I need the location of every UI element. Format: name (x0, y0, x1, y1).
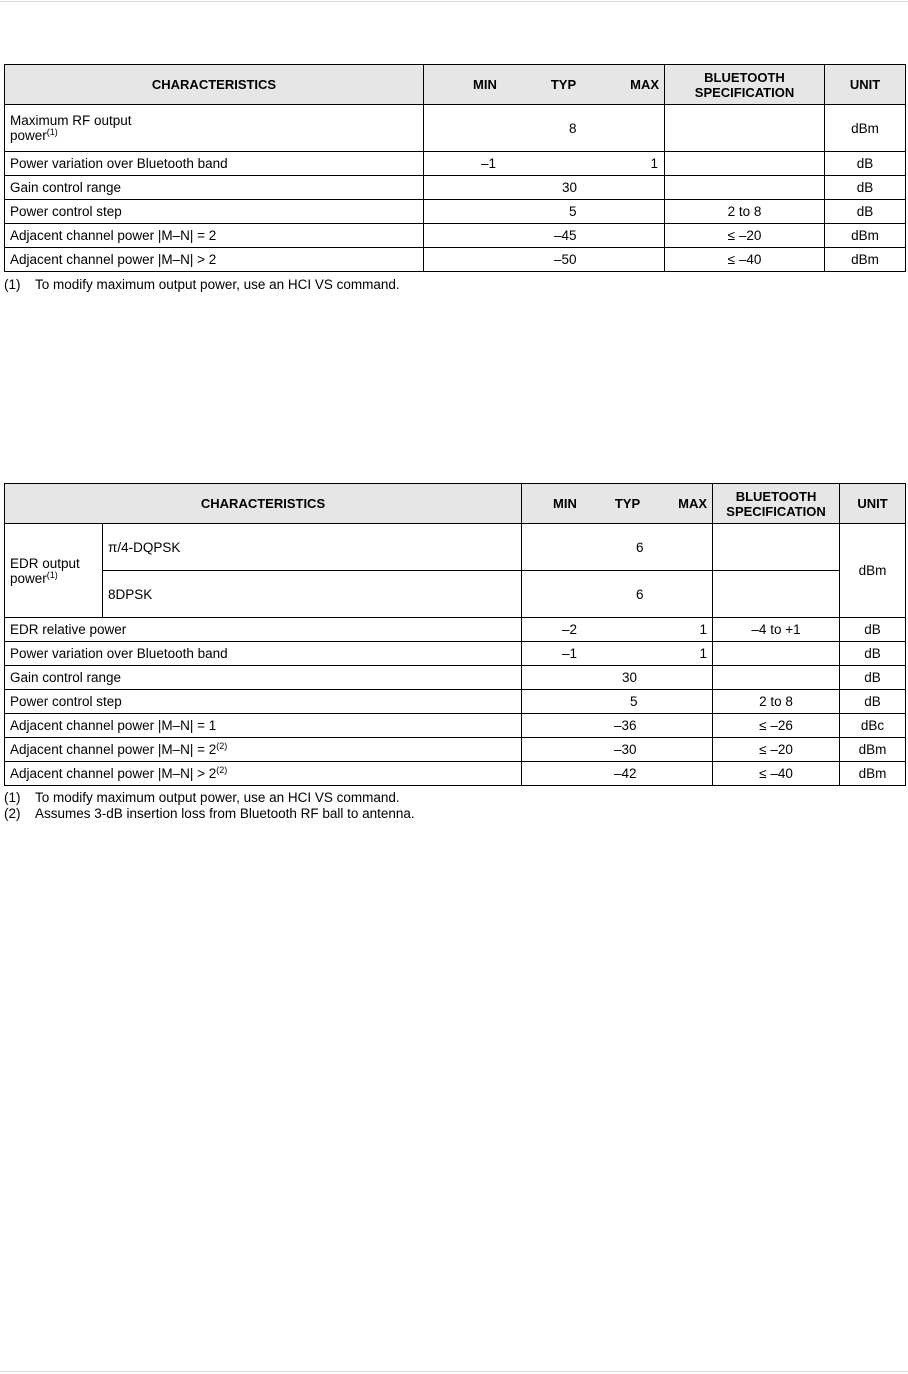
cell-values (424, 248, 665, 272)
cell-max: 1 (650, 156, 658, 171)
cell-unit: dBm (825, 224, 906, 248)
cell-characteristic: Adjacent channel power $|M-N| = 2^{(2)}$ (5, 738, 522, 762)
footnote-number: (1) (4, 790, 21, 805)
header-min: MIN (553, 496, 577, 511)
cell-spec: ≤ –40 (665, 248, 825, 272)
cell-max: 1 (699, 622, 708, 637)
cell-values (424, 105, 665, 152)
cell-values (522, 666, 713, 690)
cell-unit: dB (840, 666, 906, 690)
cell-values (522, 714, 713, 738)
table-row (5, 762, 906, 786)
cell-unit: dB (825, 152, 906, 176)
cell-unit: dB (825, 176, 906, 200)
cell-values (522, 524, 713, 571)
header-bt-spec-line1: BLUETOOTH (735, 488, 817, 504)
header-typ: TYP (550, 77, 577, 92)
cell-unit: dB (840, 618, 906, 642)
table-row (5, 618, 906, 642)
cell-max: 1 (699, 646, 708, 661)
table-row (5, 666, 906, 690)
cell-typ: 5 (569, 204, 577, 219)
cell-values (522, 618, 713, 642)
footnote-text: To modify maximum output power, use an HCI VS command. (35, 277, 400, 292)
cell-values (522, 738, 713, 762)
cell-spec (713, 524, 840, 571)
table-row (5, 524, 906, 571)
footnote-ref: (1) (46, 569, 58, 580)
footnote-text: To modify maximum output power, use an HCI VS command. (35, 790, 400, 805)
cell-spec: ≤ –40 (713, 762, 840, 786)
cell-spec: 2 to 8 (665, 200, 825, 224)
cell-typ: 5 (630, 694, 638, 709)
cell-unit: dB (840, 690, 906, 714)
footnote-text: Assumes 3-dB insertion loss from Bluetooth RF ball to antenna. (35, 806, 415, 821)
table-header-row (5, 484, 906, 524)
header-unit: UNIT (840, 484, 906, 524)
cell-values (424, 176, 665, 200)
cell-spec: ≤ –26 (713, 714, 840, 738)
cell-values (522, 571, 713, 618)
cell-min: –2 (562, 622, 578, 637)
cell-typ: –45 (554, 228, 577, 243)
edr-output-table (4, 483, 906, 786)
cell-unit: dBm (825, 248, 906, 272)
cell-values (522, 642, 713, 666)
table-row (5, 176, 906, 200)
cell-characteristic: Power control step (5, 200, 424, 224)
footnote-number: (2) (4, 806, 21, 821)
table-row (5, 200, 906, 224)
cell-values (424, 152, 665, 176)
table-row (5, 714, 906, 738)
cell-characteristic: Power variation over Bluetooth band (5, 152, 424, 176)
cell-unit: dBm (840, 738, 906, 762)
page-bottom-rule (0, 1371, 908, 1372)
footnote-ref: (2) (216, 765, 228, 775)
header-min: MIN (473, 77, 497, 92)
footnote-ref: (1) (46, 127, 58, 137)
header-bt-spec (713, 484, 840, 524)
header-bt-spec (665, 65, 825, 105)
header-characteristics: CHARACTERISTICS (5, 484, 522, 524)
cell-spec (665, 152, 825, 176)
table-header-row (5, 65, 906, 105)
table-row (5, 105, 906, 152)
table-row (5, 224, 906, 248)
cell-typ: –30 (614, 742, 637, 757)
cell-typ: 30 (562, 180, 578, 195)
cell-characteristic: Adjacent channel power $|M-N| > 2^{(2)}$ (5, 762, 522, 786)
rf-output-table (4, 64, 906, 272)
cell-typ: –42 (614, 766, 637, 781)
cell-values (522, 690, 713, 714)
cell-typ: –50 (554, 252, 577, 267)
cell-modulation: π/4-DQPSK (103, 524, 522, 571)
cell-characteristic: EDR relative power (5, 618, 522, 642)
table-row (5, 152, 906, 176)
table2-footnotes (4, 790, 415, 822)
table-row (5, 738, 906, 762)
table1-footnotes (4, 277, 400, 293)
header-characteristics: CHARACTERISTICS (5, 65, 424, 105)
cell-spec: ≤ –20 (665, 224, 825, 248)
cell-typ: 6 (636, 540, 644, 555)
cell-modulation: 8DPSK (103, 571, 522, 618)
page-top-rule (0, 1, 908, 2)
cell-unit: dBc (840, 714, 906, 738)
cell-spec (665, 105, 825, 152)
cell-typ: 8 (569, 121, 577, 136)
cell-characteristic: Power variation over Bluetooth band (5, 642, 522, 666)
cell-characteristic: Adjacent channel power |M–N| = 2 (5, 224, 424, 248)
cell-typ: –36 (614, 718, 637, 733)
cell-spec: 2 to 8 (713, 690, 840, 714)
cell-values (424, 224, 665, 248)
cell-spec (713, 571, 840, 618)
cell-min: –1 (562, 646, 578, 661)
cell-characteristic: Gain control range (5, 666, 522, 690)
cell-unit: dBm (825, 105, 906, 152)
cell-spec (713, 642, 840, 666)
cell-unit: dB (840, 642, 906, 666)
header-max: MAX (678, 496, 708, 511)
footnote (4, 790, 415, 806)
header-bt-spec-line2: SPECIFICATION (694, 84, 795, 100)
table-row (5, 248, 906, 272)
header-min-typ-max (522, 484, 713, 524)
cell-characteristic: Gain control range (5, 176, 424, 200)
cell-characteristic: Maximum RF output power$^{(1)}$ (5, 105, 424, 152)
footnote-number: (1) (4, 277, 21, 292)
header-unit: UNIT (825, 65, 906, 105)
header-min-typ-max (424, 65, 665, 105)
footnote (4, 806, 415, 822)
table-row (5, 690, 906, 714)
cell-typ: 6 (636, 587, 644, 602)
cell-edr-output-power: EDR output power$^{(1)}$ (5, 524, 103, 618)
cell-characteristic: Adjacent channel power |M–N| > 2 (5, 248, 424, 272)
table-row (5, 642, 906, 666)
cell-values (424, 200, 665, 224)
cell-unit: dBm (840, 762, 906, 786)
cell-spec (713, 666, 840, 690)
cell-unit: dB (825, 200, 906, 224)
cell-spec (665, 176, 825, 200)
header-bt-spec-line2: SPECIFICATION (726, 503, 826, 519)
cell-spec: –4 to +1 (713, 618, 840, 642)
cell-min: –1 (481, 156, 497, 171)
cell-unit: dBm (840, 524, 906, 618)
header-bt-spec-line1: BLUETOOTH (704, 69, 785, 85)
footnote (4, 277, 400, 293)
footnote-ref: (2) (216, 741, 228, 751)
header-typ: TYP (614, 496, 641, 511)
cell-values (522, 762, 713, 786)
header-max: MAX (630, 77, 659, 92)
cell-characteristic: Power control step (5, 690, 522, 714)
table-row (5, 571, 906, 618)
cell-spec: ≤ –20 (713, 738, 840, 762)
cell-characteristic: Adjacent channel power |M–N| = 1 (5, 714, 522, 738)
cell-typ: 30 (622, 670, 638, 685)
